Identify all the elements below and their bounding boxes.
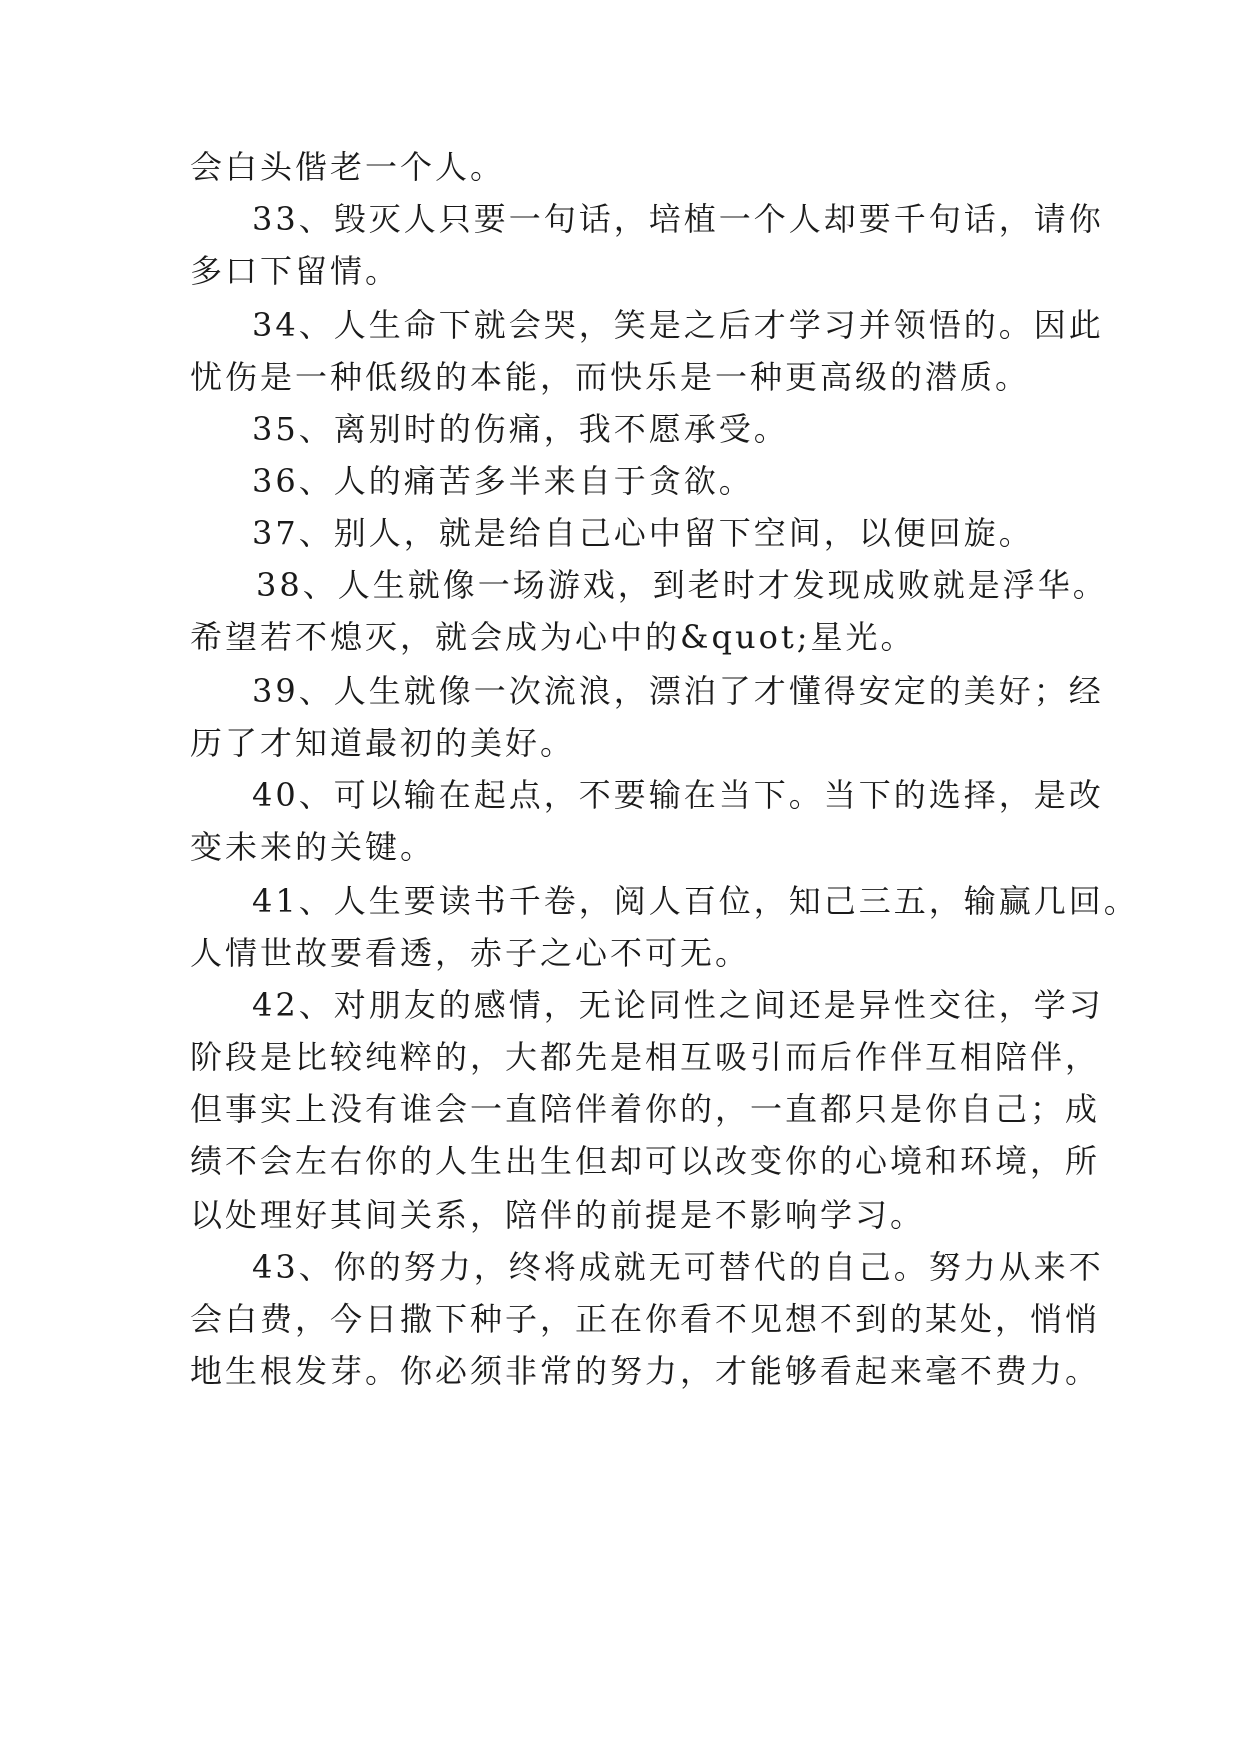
text-line: 阶段是比较纯粹的，大都先是相互吸引而后作伴互相陪伴， <box>190 1038 1101 1076</box>
text-line: 希望若不熄灭，就会成为心中的&quot;星光。 <box>190 618 916 656</box>
text-line: 绩不会左右你的人生出生但却可以改变你的心境和环境，所 <box>190 1142 1101 1180</box>
text-line: 43、你的努力，终将成就无可替代的自己。努力从来不 <box>252 1248 1104 1286</box>
text-line: 37、别人，就是给自己心中留下空间，以便回旋。 <box>252 514 1034 552</box>
text-line: 39、人生就像一次流浪，漂泊了才懂得安定的美好；经 <box>252 672 1104 710</box>
text-line: 34、人生命下就会哭，笑是之后才学习并领悟的。因此 <box>252 306 1104 344</box>
text-line: 33、毁灭人只要一句话，培植一个人却要千句话，请你 <box>252 200 1104 238</box>
text-line: 38、人生就像一场游戏，到老时才发现成败就是浮华。 <box>256 566 1108 604</box>
text-line: 多口下留情。 <box>190 252 401 290</box>
text-line: 但事实上没有谁会一直陪伴着你的，一直都只是你自己；成 <box>190 1090 1101 1128</box>
text-line: 变未来的关键。 <box>190 828 436 866</box>
text-line: 忧伤是一种低级的本能，而快乐是一种更高级的潜质。 <box>190 358 1031 396</box>
text-line: 42、对朋友的感情，无论同性之间还是异性交往，学习 <box>252 986 1104 1024</box>
text-line: 会白头偕老一个人。 <box>190 148 506 186</box>
text-line: 35、离别时的伤痛，我不愿承受。 <box>252 410 789 448</box>
text-line: 人情世故要看透，赤子之心不可无。 <box>190 934 751 972</box>
text-line: 41、人生要读书千卷，阅人百位，知己三五，输赢几回。 <box>252 882 1139 920</box>
text-line: 会白费，今日撒下种子，正在你看不见想不到的某处，悄悄 <box>190 1300 1101 1338</box>
text-line: 地生根发芽。你必须非常的努力，才能够看起来毫不费力。 <box>190 1352 1101 1390</box>
text-line: 36、人的痛苦多半来自于贪欲。 <box>252 462 754 500</box>
text-line: 以处理好其间关系，陪伴的前提是不影响学习。 <box>190 1196 926 1234</box>
text-line: 历了才知道最初的美好。 <box>190 724 576 762</box>
text-line: 40、可以输在起点，不要输在当下。当下的选择，是改 <box>252 776 1104 814</box>
